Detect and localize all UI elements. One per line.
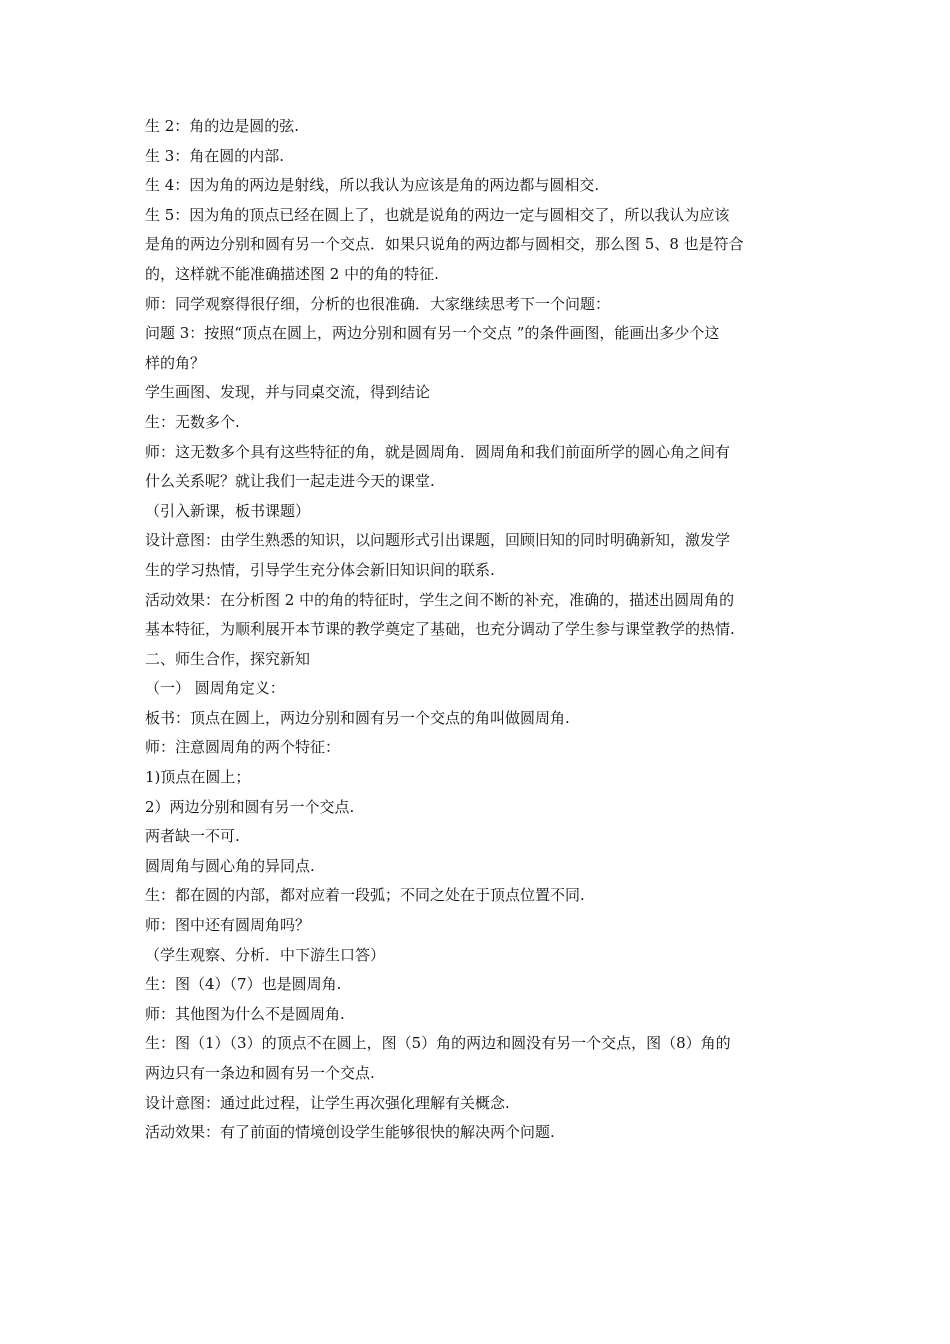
text-line: 生 3：角在圆的内部. (145, 146, 285, 165)
text-line: 两边只有一条边和圆有另一个交点. (145, 1064, 375, 1082)
text-line: 的，这样就不能准确描述图 2 中的角的特征. (145, 264, 439, 283)
text-line: 师：注意圆周角的两个特征： (145, 738, 341, 757)
text-line: 生：无数多个. (145, 412, 240, 431)
text-line: 师：这无数多个具有这些特征的角，就是圆周角．圆周角和我们前面所学的圆心角之间有 (145, 442, 731, 461)
text-line: 学生画图、发现，并与同桌交流，得到结论 (145, 383, 431, 402)
text-line: 基本特征，为顺利展开本节课的教学奠定了基础，也充分调动了学生参与课堂教学的热情. (145, 620, 735, 639)
text-line: 生 2：角的边是圆的弦. (145, 117, 300, 135)
text-line: 问题 3：按照“顶点在圆上，两边分别和圆有另一个交点 ”的条件画图，能画出多少个这 (145, 324, 720, 343)
text-line: 样的角？ (145, 353, 206, 372)
text-line: 生：图（1）（3）的顶点不在圆上，图（5）角的两边和圆没有另一个交点，图（8）角的 (145, 1034, 731, 1053)
text-line: 2）两边分别和圆有另一个交点. (145, 797, 355, 816)
text-line: 什么关系呢？就让我们一起走进今天的课堂. (145, 472, 435, 491)
subsection-heading: （一） 圆周角定义： (145, 679, 285, 698)
text-line: 1)顶点在圆上； (145, 768, 251, 787)
text-line: 生：都在圆的内部，都对应着一段弧；不同之处在于顶点位置不同. (145, 886, 585, 905)
text-line: 生的学习热情，引导学生充分体会新旧知识间的联系. (145, 560, 495, 579)
text-line: 师：图中还有圆周角吗？ (145, 916, 311, 935)
text-line: 设计意图：由学生熟悉的知识，以问题形式引出课题，回顾旧知的同时明确新知，激发学 (145, 531, 731, 550)
text-line: 生 5：因为角的顶点已经在圆上了，也就是说角的两边一定与圆相交了，所以我认为应该 (145, 205, 730, 224)
section-heading: 二、师生合作，探究新知 (145, 649, 311, 668)
text-line: 是角的两边分别和圆有另一个交点．如果只说角的两边都与圆相交，那么图 5、8 也是符合 (145, 235, 744, 254)
text-line: 板书：顶点在圆上，两边分别和圆有另一个交点的角叫做圆周角. (145, 708, 570, 727)
text-line: （引入新课，板书课题） (145, 501, 311, 520)
text-line: 生 4：因为角的两边是射线，所以我认为应该是角的两边都与圆相交. (145, 176, 600, 195)
text-line: （学生观察、分析．中下游生口答） (145, 945, 386, 964)
text-line: 两者缺一不可. (145, 827, 240, 846)
text-line: 生：图（4）（7）也是圆周角. (145, 975, 342, 994)
text-line: 师：同学观察得很仔细，分析的也很准确．大家继续思考下一个问题： (145, 294, 611, 313)
text-line: 师：其他图为什么不是圆周角. (145, 1004, 345, 1023)
text-line: 圆周角与圆心角的异同点. (145, 856, 315, 875)
text-line: 活动效果：有了前面的情境创设学生能够很快的解决两个问题. (145, 1123, 555, 1142)
text-line: 设计意图：通过此过程，让学生再次强化理解有关概念. (145, 1093, 510, 1112)
text-line: 活动效果：在分析图 2 中的角的特征时，学生之间不断的补充，准确的，描述出圆周角的 (145, 590, 735, 609)
document-body (145, 112, 810, 1148)
